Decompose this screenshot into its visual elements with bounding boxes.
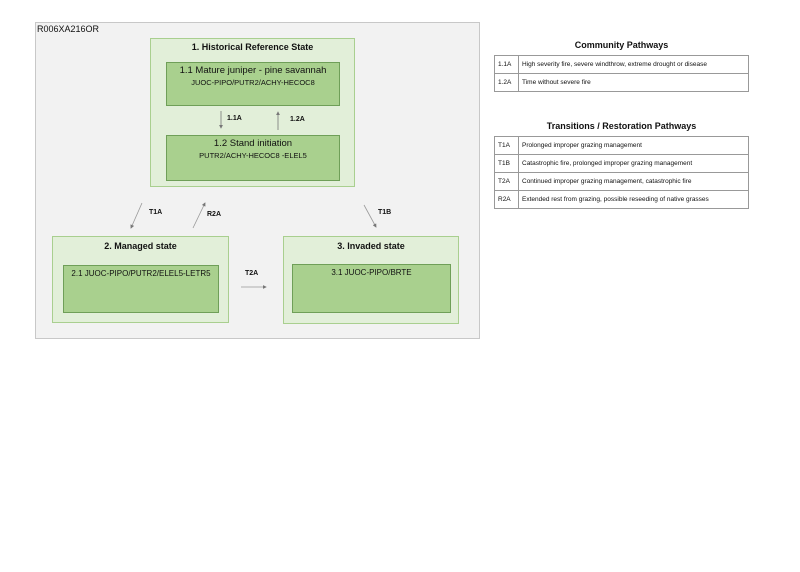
community-pathways-legend xyxy=(494,40,749,92)
pathway-code: 1.2A xyxy=(495,74,519,92)
transition-code: T2A xyxy=(495,173,519,191)
transition-code: T1B xyxy=(495,155,519,173)
label-1-1a: 1.1A xyxy=(227,115,242,122)
table-row xyxy=(495,155,749,173)
table-row xyxy=(495,74,749,92)
transition-desc: Catastrophic fire, prolonged improper grazing management xyxy=(519,155,749,173)
community-pathways-title: Community Pathways xyxy=(574,40,669,50)
pathway-code: 1.1A xyxy=(495,56,519,74)
table-row xyxy=(495,191,749,209)
label-t2a: T2A xyxy=(245,270,259,277)
table-row xyxy=(495,137,749,155)
phase-2-1-name: 2.1 JUOC-PIPO/PUTR2/ELEL5-LETR5 xyxy=(71,269,211,278)
transition-code: T1A xyxy=(495,137,519,155)
phase-1-2-name: 1.2 Stand initiation xyxy=(213,138,293,149)
pathway-desc: High severity fire, severe windthrow, extreme drought or disease xyxy=(519,56,749,74)
label-1-2a: 1.2A xyxy=(290,116,305,123)
site-id: R006XA216OR xyxy=(37,24,100,34)
transitions-table xyxy=(494,136,749,209)
label-r2a: R2A xyxy=(207,211,222,218)
pathway-desc: Time without severe fire xyxy=(519,74,749,92)
arrow-t1b xyxy=(364,205,376,227)
table-row xyxy=(495,173,749,191)
label-t1b: T1B xyxy=(378,209,392,216)
phase-1-1-code: JUOC-PIPO/PUTR2/ACHY-HECOC8 xyxy=(191,78,315,87)
table-row xyxy=(495,56,749,74)
state-3-title: 3. Invaded state xyxy=(337,241,405,251)
phase-3-1-name: 3.1 JUOC-PIPO/BRTE xyxy=(331,268,412,277)
label-t1a: T1A xyxy=(149,209,163,216)
transitions-legend xyxy=(494,121,749,209)
arrow-t1a xyxy=(131,203,142,228)
community-pathways-table xyxy=(494,55,749,92)
phase-1-1-name: 1.1 Mature juniper - pine savannah xyxy=(179,65,327,76)
state-2-title: 2. Managed state xyxy=(104,241,177,251)
transition-code: R2A xyxy=(495,191,519,209)
transition-desc: Extended rest from grazing, possible reseeding of native grasses xyxy=(519,191,749,209)
state-1-title: 1. Historical Reference State xyxy=(191,42,314,52)
phase-1-2-code: PUTR2/ACHY-HECOC8 -ELEL5 xyxy=(199,151,307,160)
arrow-r2a xyxy=(193,203,205,228)
transition-desc: Prolonged improper grazing management xyxy=(519,137,749,155)
transition-desc: Continued improper grazing management, catastrophic fire xyxy=(519,173,749,191)
transitions-title: Transitions / Restoration Pathways xyxy=(546,121,697,131)
